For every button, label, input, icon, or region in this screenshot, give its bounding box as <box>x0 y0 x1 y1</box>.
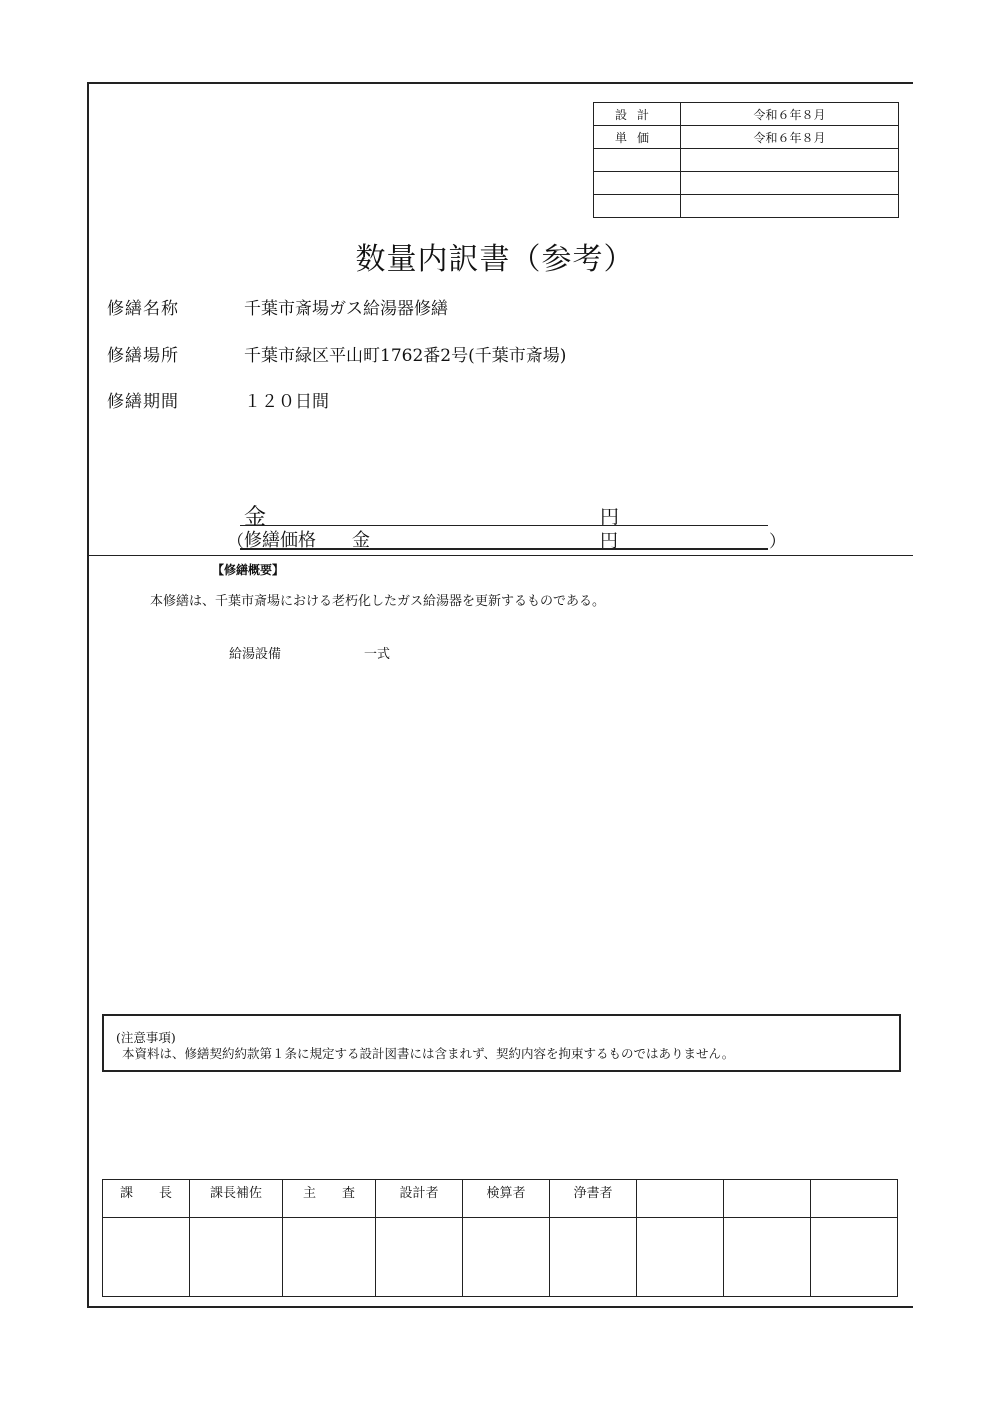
approval-stamp-row <box>103 1218 898 1297</box>
approval-stamp-cell[interactable] <box>190 1218 283 1297</box>
repair-location-label: 修繕場所 <box>107 346 179 366</box>
approval-stamp-cell[interactable] <box>724 1218 811 1297</box>
overview-text: 本修繕は、千葉市斎場における老朽化したガス給湯器を更新するものである。 <box>150 594 606 609</box>
approval-header-row <box>103 1180 898 1218</box>
date-row-key: 単価 <box>594 126 681 149</box>
notice-text: 本資料は、修繕契約約款第１条に規定する設計図書には含まれず、契約内容を拘束するものではありません。 <box>122 1046 735 1061</box>
amount-kin-label: 金 <box>244 505 267 530</box>
date-row <box>594 103 899 126</box>
date-row <box>594 172 899 195</box>
approval-stamp-cell[interactable] <box>283 1218 376 1297</box>
repair-period-label: 修繕期間 <box>107 392 179 412</box>
overview-heading: 【修繕概要】 <box>212 563 285 577</box>
approval-stamp-cell[interactable] <box>550 1218 637 1297</box>
approval-header-cell: 設計者 <box>376 1180 463 1218</box>
date-row-value <box>681 149 899 172</box>
equipment-name: 給湯設備 <box>229 647 282 662</box>
approval-header-cell <box>811 1180 898 1218</box>
approval-header-cell: 課長補佐 <box>190 1180 283 1218</box>
approval-header-cell <box>724 1180 811 1218</box>
date-table <box>593 102 899 218</box>
approval-header-cell: 主 査 <box>283 1180 376 1218</box>
section-divider <box>87 555 913 556</box>
repair-price-yen-label: 円 <box>600 531 618 552</box>
repair-price-kin-label: 金 <box>352 530 370 551</box>
date-row-key <box>594 172 681 195</box>
repair-price-label: 修繕価格 <box>244 530 316 551</box>
approval-stamp-cell[interactable] <box>811 1218 898 1297</box>
approval-stamp-cell[interactable] <box>637 1218 724 1297</box>
date-row <box>594 126 899 149</box>
notice-box <box>102 1014 901 1072</box>
frame-top-line <box>87 82 913 84</box>
date-row-value: 令和６年８月 <box>681 103 899 126</box>
date-row <box>594 195 899 218</box>
approval-stamp-cell[interactable] <box>376 1218 463 1297</box>
approval-header-cell: 浄書者 <box>550 1180 637 1218</box>
repair-period-value: １２０日間 <box>244 392 329 412</box>
approval-table <box>102 1179 898 1297</box>
paren-close: ） <box>769 532 786 552</box>
date-row-key: 設計 <box>594 103 681 126</box>
notice-heading: (注意事項) <box>116 1030 176 1045</box>
amount-underline <box>240 525 768 526</box>
approval-header-cell: 検算者 <box>463 1180 550 1218</box>
approval-header-cell <box>637 1180 724 1218</box>
approval-header-cell: 課 長 <box>103 1180 190 1218</box>
equipment-quantity: 一式 <box>364 647 391 662</box>
date-row <box>594 149 899 172</box>
repair-name-value: 千葉市斎場ガス給湯器修繕 <box>244 299 448 319</box>
date-row-key <box>594 149 681 172</box>
frame-bottom-line <box>87 1306 913 1308</box>
approval-stamp-cell[interactable] <box>103 1218 190 1297</box>
date-row-value <box>681 195 899 218</box>
date-row-value <box>681 172 899 195</box>
repair-price-underline <box>240 548 768 550</box>
amount-yen-label: 円 <box>600 506 620 528</box>
date-row-key <box>594 195 681 218</box>
document-title: 数量内訳書（参考） <box>355 242 635 277</box>
repair-name-label: 修繕名称 <box>107 299 179 319</box>
paren-open: （ <box>227 532 244 552</box>
date-row-value: 令和６年８月 <box>681 126 899 149</box>
approval-stamp-cell[interactable] <box>463 1218 550 1297</box>
repair-location-value: 千葉市緑区平山町1762番2号(千葉市斎場) <box>244 346 567 366</box>
